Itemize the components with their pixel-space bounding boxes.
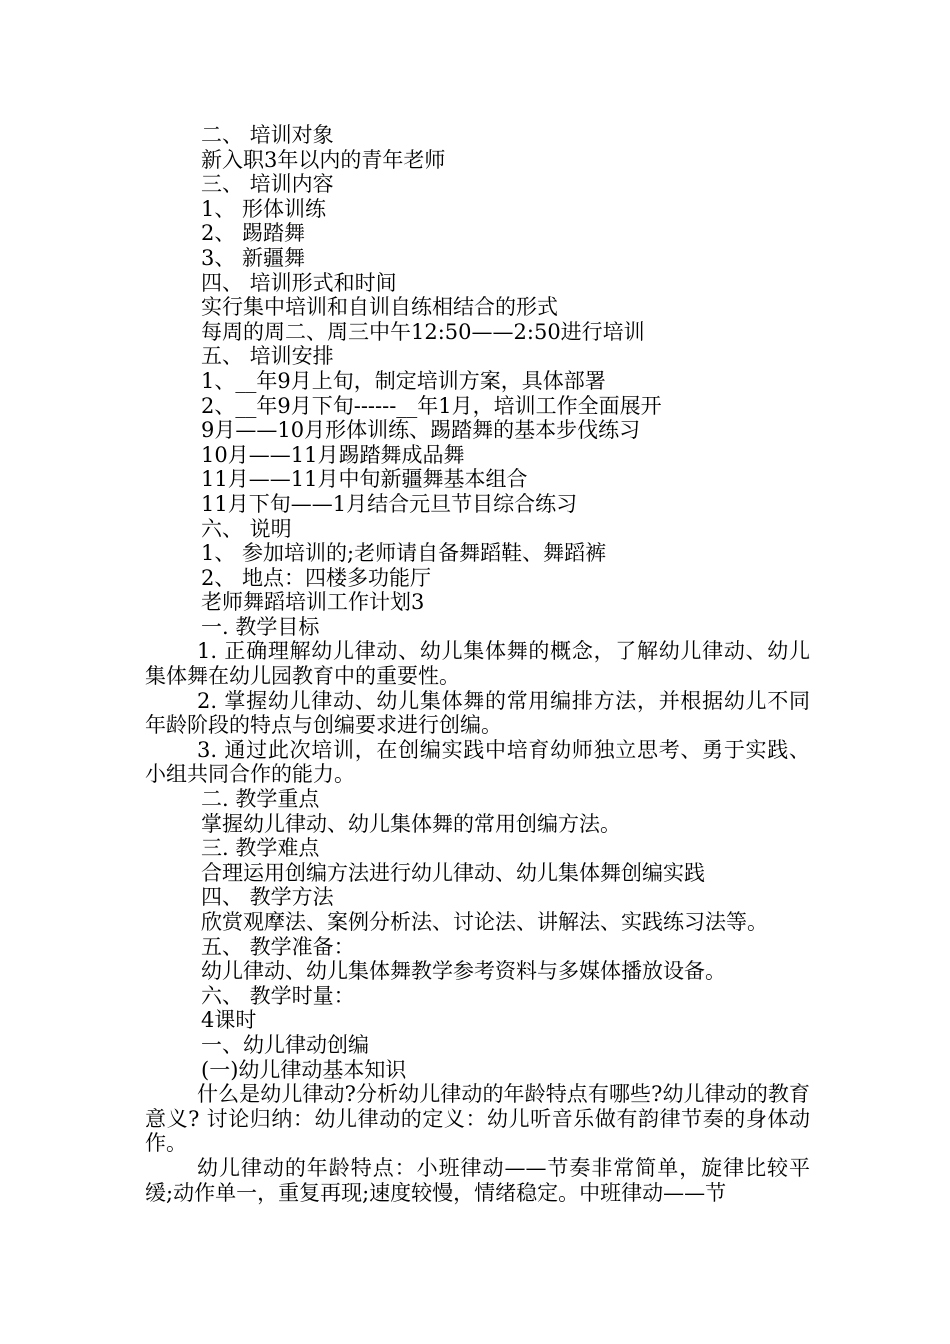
text-line: 掌握幼儿律动、幼儿集体舞的常用创编方法。 (201, 811, 621, 836)
text-line: 五、 培训安排 (201, 344, 334, 369)
text-line: 六、 教学时量： (201, 983, 355, 1008)
text-line: 二、 培训对象 (201, 123, 334, 147)
text-line: 4课时 (201, 1008, 257, 1033)
text-line: 三. 教学难点 (201, 836, 320, 861)
text-line: 10月——11月踢踏舞成品舞 (201, 442, 465, 467)
text-line: 三、 培训内容 (201, 172, 334, 197)
text-line: 新入职3年以内的青年老师 (201, 147, 446, 172)
text-line: 一. 教学目标 (201, 614, 320, 639)
text-line: 2、 踢踏舞 (201, 221, 306, 246)
paragraph: 3. 通过此次培训，在创编实践中培育幼师独立思考、勇于实践、小组共同合作的能力。 (145, 737, 810, 787)
text-line: 3、 新疆舞 (201, 245, 306, 270)
text-line: 11月——11月中旬新疆舞基本组合 (201, 467, 528, 492)
text-line: 幼儿律动、幼儿集体舞教学参考资料与多媒体播放设备。 (201, 959, 726, 984)
text-line: 一、幼儿律动创编 (201, 1032, 369, 1057)
text-line: 1、__年9月上旬，制定培训方案，具体部署 (201, 368, 606, 393)
paragraph: 幼儿律动的年龄特点：小班律动——节奏非常简单，旋律比较平缓;动作单一，重复再现;速度较慢，情绪稳定。中班律动——节 (145, 1155, 810, 1205)
text-line: 9月——10月形体训练、踢踏舞的基本步伐练习 (201, 418, 641, 443)
text-line: 1、 参加培训的;老师请自备舞蹈鞋、舞蹈裤 (201, 541, 607, 566)
text-line: 五、 教学准备： (201, 934, 355, 959)
text-line: 老师舞蹈培训工作计划3 (201, 590, 425, 615)
text-line: 2、 地点：四楼多功能厅 (201, 565, 432, 590)
text-line: 二. 教学重点 (201, 787, 320, 812)
text-line: 合理运用创编方法进行幼儿律动、幼儿集体舞创编实践 (201, 860, 705, 885)
text-line: 每周的周二、周三中午12:50——2:50进行培训 (201, 319, 645, 344)
text-line: 实行集中培训和自训自练相结合的形式 (201, 295, 558, 320)
document-body (145, 123, 810, 1205)
text-line: 2、__年9月下旬------__年1月，培训工作全面展开 (201, 393, 662, 418)
paragraph: 2. 掌握幼儿律动、幼儿集体舞的常用编排方法，并根据幼儿不同年龄阶段的特点与创编要求进行创编。 (145, 688, 810, 738)
text-line: 六、 说明 (201, 516, 292, 541)
text-line: 11月下旬——1月结合元旦节目综合练习 (201, 491, 578, 516)
paragraph: 什么是幼儿律动?分析幼儿律动的年龄特点有哪些?幼儿律动的教育意义? 讨论归纳：幼儿律动的定义：幼儿听音乐做有韵律节奏的身体动作。 (145, 1082, 810, 1156)
text-line: 欣赏观摩法、案例分析法、讨论法、讲解法、实践练习法等。 (201, 910, 768, 934)
text-line: (一)幼儿律动基本知识 (201, 1057, 407, 1082)
text-line: 四、 培训形式和时间 (201, 270, 397, 295)
text-line: 1、 形体训练 (201, 196, 327, 221)
paragraph: 1. 正确理解幼儿律动、幼儿集体舞的概念，了解幼儿律动、幼儿集体舞在幼儿园教育中的重要性。 (145, 639, 810, 689)
text-line: 四、 教学方法 (201, 885, 334, 910)
